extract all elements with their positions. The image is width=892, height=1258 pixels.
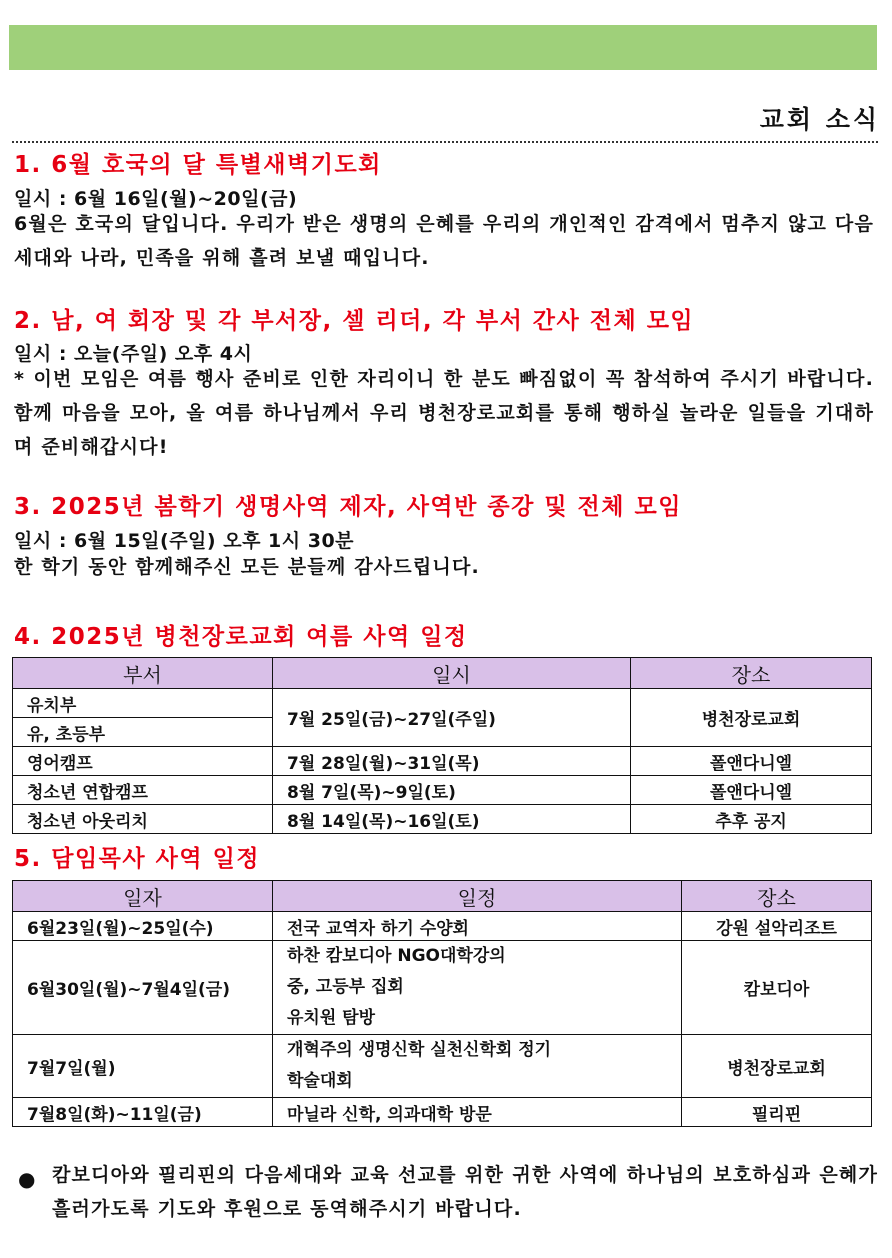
section-4-heading: 4. 2025년 병천장로교회 여름 사역 일정: [14, 624, 468, 650]
section-3-body: 한 학기 동안 함께해주신 모든 분들께 감사드립니다.: [14, 556, 480, 578]
table-row: [13, 941, 872, 1035]
page-title: 교회 소식: [759, 105, 880, 134]
schedule-cell: [273, 941, 682, 1035]
table-row: [13, 805, 872, 834]
place-cell: 강원 설악리조트: [682, 912, 872, 941]
table-row: [13, 1098, 872, 1127]
table-row: [13, 912, 872, 941]
date-cell: 6월30일(월)~7월4일(금): [13, 941, 273, 1035]
place-cell: 병천장로교회: [682, 1035, 872, 1098]
section-1-heading: 1. 6월 호국의 달 특별새벽기도회: [14, 152, 382, 178]
table-row: [13, 1035, 872, 1098]
column-header: 일자: [13, 881, 273, 912]
dept-cell: 유, 초등부: [13, 718, 273, 747]
table-row: [13, 776, 872, 805]
schedule-line: 하찬 캄보디아 NGO대학강의: [287, 946, 506, 966]
section-1-date: 일시 : 6월 16일(월)~20일(금): [14, 188, 298, 210]
section-3-heading: 3. 2025년 봄학기 생명사역 제자, 사역반 종강 및 전체 모임: [14, 494, 682, 520]
column-header: 장소: [682, 881, 872, 912]
date-cell: 7월8일(화)~11일(금): [13, 1098, 273, 1127]
column-header: 일정: [273, 881, 682, 912]
section-2-heading: 2. 남, 여 회장 및 각 부서장, 셀 리더, 각 부서 간사 전체 모임: [14, 308, 695, 334]
place-cell: 폴앤다니엘: [631, 776, 872, 805]
place-cell: 폴앤다니엘: [631, 747, 872, 776]
place-cell: 병천장로교회: [631, 689, 872, 747]
column-header: 장소: [631, 658, 872, 689]
bullet-icon: ●: [18, 1167, 36, 1191]
date-cell: 7월 28일(월)~31일(목): [273, 747, 631, 776]
date-cell: 7월 25일(금)~27일(주일): [273, 689, 631, 747]
section-2-body: * 이번 모임은 여름 행사 준비로 인한 자리이니 한 분도 빠짐없이 꼭 참석하여 주시기 바랍니다. 함께 마음을 모아, 올 여름 하나님께서 우리 병천장로교회를 통해 행하실 놀라운 일들을 기대하며 준비해갑시다!: [14, 368, 874, 458]
dept-cell: 유치부: [13, 689, 273, 718]
closing-prayer-request: 캄보디아와 필리핀의 다음세대와 교육 선교를 위한 귀한 사역에 하나님의 보호하심과 은혜가 흘러가도록 기도와 후원으로 동역해주시기 바랍니다.: [52, 1164, 878, 1220]
table-row: [13, 747, 872, 776]
dept-cell: 청소년 연합캠프: [13, 776, 273, 805]
schedule-line: 개혁주의 생명신학 실천신학회 정기: [287, 1040, 552, 1060]
schedule-line: 유치원 탐방: [287, 1008, 376, 1028]
dept-cell: 영어캠프: [13, 747, 273, 776]
dept-cell: 청소년 아웃리치: [13, 805, 273, 834]
schedule-line: 학술대회: [287, 1071, 353, 1091]
date-cell: 7월7일(월): [13, 1035, 273, 1098]
schedule-cell: 마닐라 신학, 의과대학 방문: [273, 1098, 682, 1127]
date-cell: 8월 7일(목)~9일(토): [273, 776, 631, 805]
schedule-cell: 전국 교역자 하기 수양회: [273, 912, 682, 941]
column-header: 일시: [273, 658, 631, 689]
section-2-date: 일시 : 오늘(주일) 오후 4시: [14, 343, 253, 365]
place-cell: 캄보디아: [682, 941, 872, 1035]
date-cell: 8월 14일(목)~16일(토): [273, 805, 631, 834]
place-cell: 필리핀: [682, 1098, 872, 1127]
column-header: 부서: [13, 658, 273, 689]
summer-schedule-table: [12, 657, 872, 834]
section-1-body: 6월은 호국의 달입니다. 우리가 받은 생명의 은혜를 우리의 개인적인 감격에서 멈추지 않고 다음 세대와 나라, 민족을 위해 흘려 보낼 때입니다.: [14, 213, 874, 269]
place-cell: 추후 공지: [631, 805, 872, 834]
dotted-divider: [12, 141, 878, 143]
top-banner: [9, 25, 877, 70]
section-3-date: 일시 : 6월 15일(주일) 오후 1시 30분: [14, 530, 355, 552]
pastor-schedule-table: [12, 880, 872, 1127]
date-cell: 6월23일(월)~25일(수): [13, 912, 273, 941]
table-header-row: [13, 881, 872, 912]
table-row: [13, 689, 872, 718]
schedule-cell: [273, 1035, 682, 1098]
section-5-heading: 5. 담임목사 사역 일정: [14, 846, 261, 872]
table-header-row: [13, 658, 872, 689]
schedule-line: 중, 고등부 집회: [287, 977, 404, 997]
